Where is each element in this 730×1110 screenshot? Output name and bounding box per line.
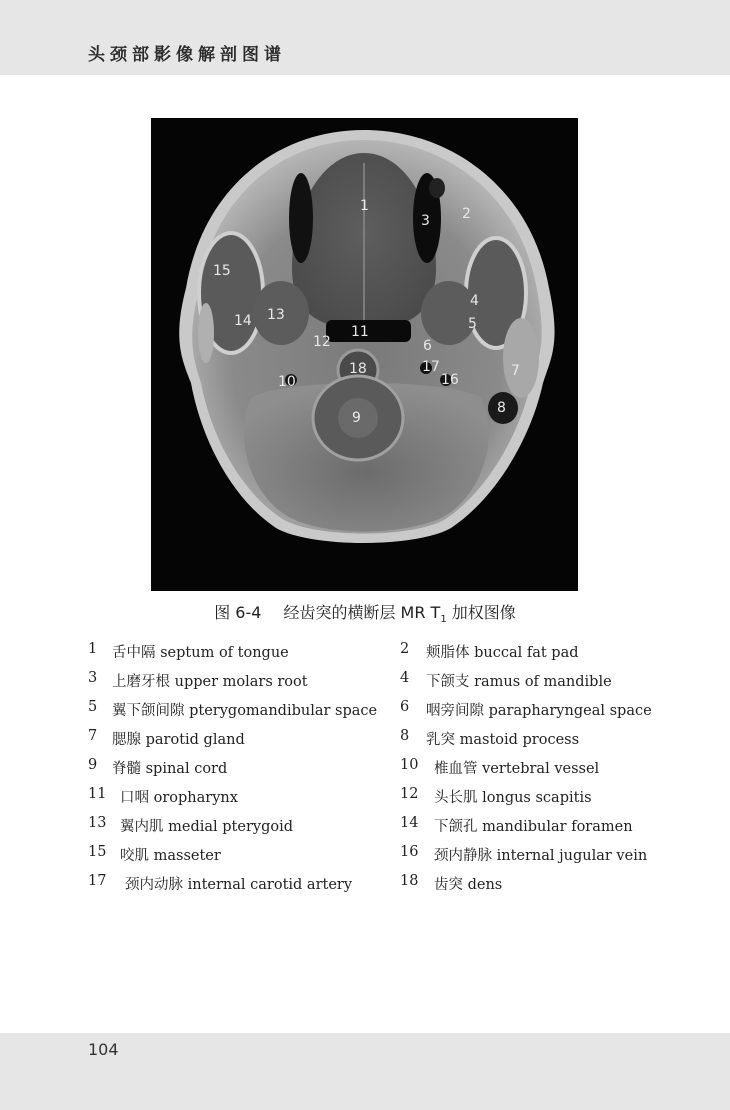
figure-label-13: 13 (267, 307, 285, 323)
figure-label-4: 4 (470, 293, 479, 309)
figure-label-7: 7 (511, 363, 520, 379)
figure-label-16: 16 (441, 372, 459, 388)
mri-figure (151, 118, 578, 591)
figure-title-tail: 加权图像 (446, 603, 516, 622)
book-title: 头颈部影像解剖图谱 (88, 45, 286, 65)
figure-label-14: 14 (234, 313, 252, 329)
figure-label-18: 18 (349, 361, 367, 377)
figure-label-3: 3 (421, 213, 430, 229)
figure-label-5: 5 (468, 316, 477, 332)
figure-label-10: 10 (278, 374, 296, 390)
page-number: 104 (88, 1040, 119, 1059)
figure-title-subscript: 1 (440, 614, 447, 626)
figure-label-1: 1 (360, 198, 369, 214)
figure-label-8: 8 (497, 400, 506, 416)
figure-label-12: 12 (313, 334, 331, 350)
figure-label-6: 6 (423, 338, 432, 354)
figure-number: 图 6-4 (214, 603, 262, 622)
figure-label-9: 9 (352, 410, 361, 426)
figure-caption (0, 600, 730, 625)
mri-image (151, 118, 578, 591)
figure-label-2: 2 (462, 206, 471, 222)
figure-label-17: 17 (422, 359, 440, 375)
figure-title: 经齿突的横断层 MR T (283, 603, 441, 622)
figure-label-11: 11 (351, 324, 369, 340)
figure-label-15: 15 (213, 263, 231, 279)
